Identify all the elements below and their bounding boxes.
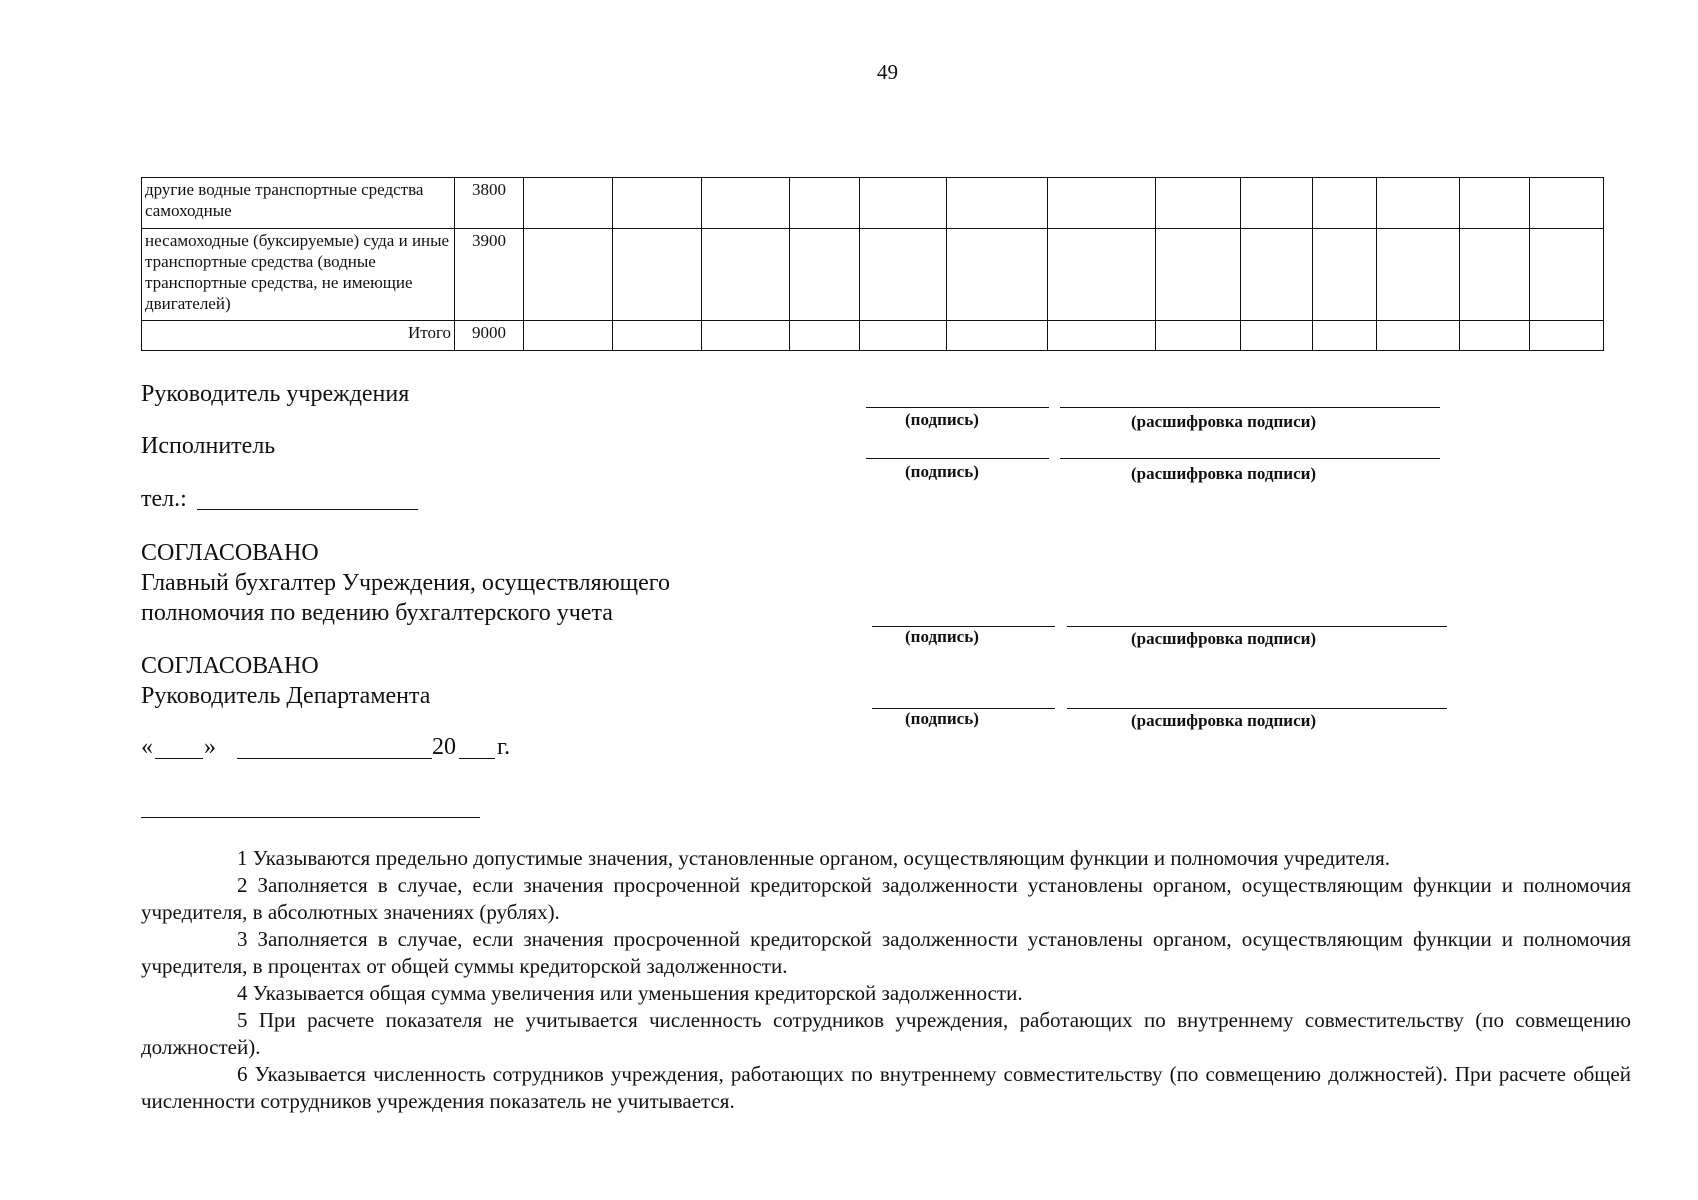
date-day-line (155, 758, 203, 759)
signature-caption: (подпись) (905, 462, 979, 481)
approved-position: полномочия по ведению бухгалтерского учета (141, 600, 613, 626)
decode-caption: (расшифровка подписи) (1131, 412, 1317, 431)
empty-cell (1048, 229, 1156, 321)
footnote: 3 Заполняется в случае, если значения просроченной кредиторской задолженности установлены органом, осуществляющим функции и полномочия учредителя, в процентах от общей суммы кредиторской задолженности. (141, 927, 1631, 978)
footnote: 4 Указывается общая сумма увеличения или уменьшения кредиторской задолженности. (237, 981, 1023, 1005)
empty-cell (1377, 178, 1460, 229)
row-code-cell: 3900 (455, 229, 524, 321)
decode-line (1067, 626, 1447, 627)
table-row (142, 229, 1604, 321)
empty-cell (702, 178, 790, 229)
empty-cell (947, 178, 1048, 229)
empty-cell (1048, 321, 1156, 351)
date-year-line (459, 758, 495, 759)
empty-cell (524, 229, 613, 321)
phone-label: тел.: (141, 486, 187, 512)
empty-cell (1530, 229, 1604, 321)
row-code-cell: 3800 (455, 178, 524, 229)
empty-cell (613, 321, 702, 351)
footnote: 6 Указывается численность сотрудников учреждения, работающих по внутреннему совместительству (по совмещению должностей). При расчете общей численности сотрудников учреждения показатель не учитывается. (141, 1062, 1631, 1113)
empty-cell (947, 229, 1048, 321)
head-label: Руководитель учреждения (141, 381, 410, 407)
empty-cell (1460, 178, 1530, 229)
decode-caption: (расшифровка подписи) (1131, 464, 1317, 483)
empty-cell (1156, 229, 1241, 321)
decode-caption: (расшифровка подписи) (1131, 629, 1317, 648)
footnote: 2 Заполняется в случае, если значения просроченной кредиторской задолженности установлены органом, осуществляющим функции и полномочия учредителя, в абсолютных значениях (рублях). (141, 873, 1631, 924)
empty-cell (1156, 321, 1241, 351)
empty-cell (1048, 178, 1156, 229)
empty-cell (1313, 321, 1377, 351)
empty-cell (1241, 178, 1313, 229)
empty-cell (702, 229, 790, 321)
row-code-cell: 9000 (455, 321, 524, 351)
date-close-quote: » (204, 734, 216, 760)
date-month-line (237, 758, 432, 759)
empty-cell (613, 229, 702, 321)
signature-line (866, 458, 1049, 459)
approved-position: Главный бухгалтер Учреждения, осуществляющего (141, 570, 670, 596)
date-year-suffix: г. (497, 734, 511, 760)
empty-cell (1460, 229, 1530, 321)
table-row (142, 178, 1604, 229)
row-name-cell: Итого (142, 321, 455, 351)
approved-title: СОГЛАСОВАНО (141, 540, 319, 566)
date-open-quote: « (141, 734, 153, 760)
empty-cell (860, 229, 947, 321)
signature-caption: (подпись) (905, 627, 979, 646)
empty-cell (1241, 321, 1313, 351)
indicator-table (141, 177, 1604, 351)
empty-cell (1460, 321, 1530, 351)
empty-cell (1313, 178, 1377, 229)
decode-line (1060, 458, 1440, 459)
empty-cell (1530, 178, 1604, 229)
phone-line (197, 509, 418, 510)
decode-line (1060, 407, 1440, 408)
footnote: 5 При расчете показателя не учитывается численность сотрудников учреждения, работающих по внутреннему совместительству (по совмещению должностей). (141, 1008, 1631, 1059)
executor-label: Исполнитель (141, 433, 276, 459)
decode-caption: (расшифровка подписи) (1131, 711, 1317, 730)
date-year-prefix: 20 (432, 734, 456, 760)
empty-cell (702, 321, 790, 351)
footnote: 1 Указываются предельно допустимые значения, установленные органом, осуществляющим функции и полномочия учредителя. (237, 846, 1391, 870)
empty-cell (1377, 229, 1460, 321)
empty-cell (790, 178, 860, 229)
empty-cell (790, 321, 860, 351)
approved-position: Руководитель Департамента (141, 683, 431, 709)
empty-cell (1313, 229, 1377, 321)
signature-caption: (подпись) (905, 709, 979, 728)
empty-cell (524, 321, 613, 351)
empty-cell (1530, 321, 1604, 351)
empty-cell (1156, 178, 1241, 229)
empty-cell (790, 229, 860, 321)
page-number: 49 (877, 60, 898, 84)
decode-line (1067, 708, 1447, 709)
empty-cell (1377, 321, 1460, 351)
signature-caption: (подпись) (905, 410, 979, 429)
footnotes (141, 845, 1631, 1115)
table-row (142, 321, 1604, 351)
row-name-cell: несамоходные (буксируемые) суда и иные транспортные средства (водные транспортные средства, не имеющие двигателей) (142, 229, 455, 321)
row-name-cell: другие водные транспортные средства самоходные (142, 178, 455, 229)
empty-cell (860, 178, 947, 229)
empty-cell (524, 178, 613, 229)
empty-cell (947, 321, 1048, 351)
empty-cell (613, 178, 702, 229)
empty-cell (1241, 229, 1313, 321)
footnote-rule (141, 817, 480, 818)
approved-title: СОГЛАСОВАНО (141, 653, 319, 679)
empty-cell (860, 321, 947, 351)
signature-line (866, 407, 1049, 408)
